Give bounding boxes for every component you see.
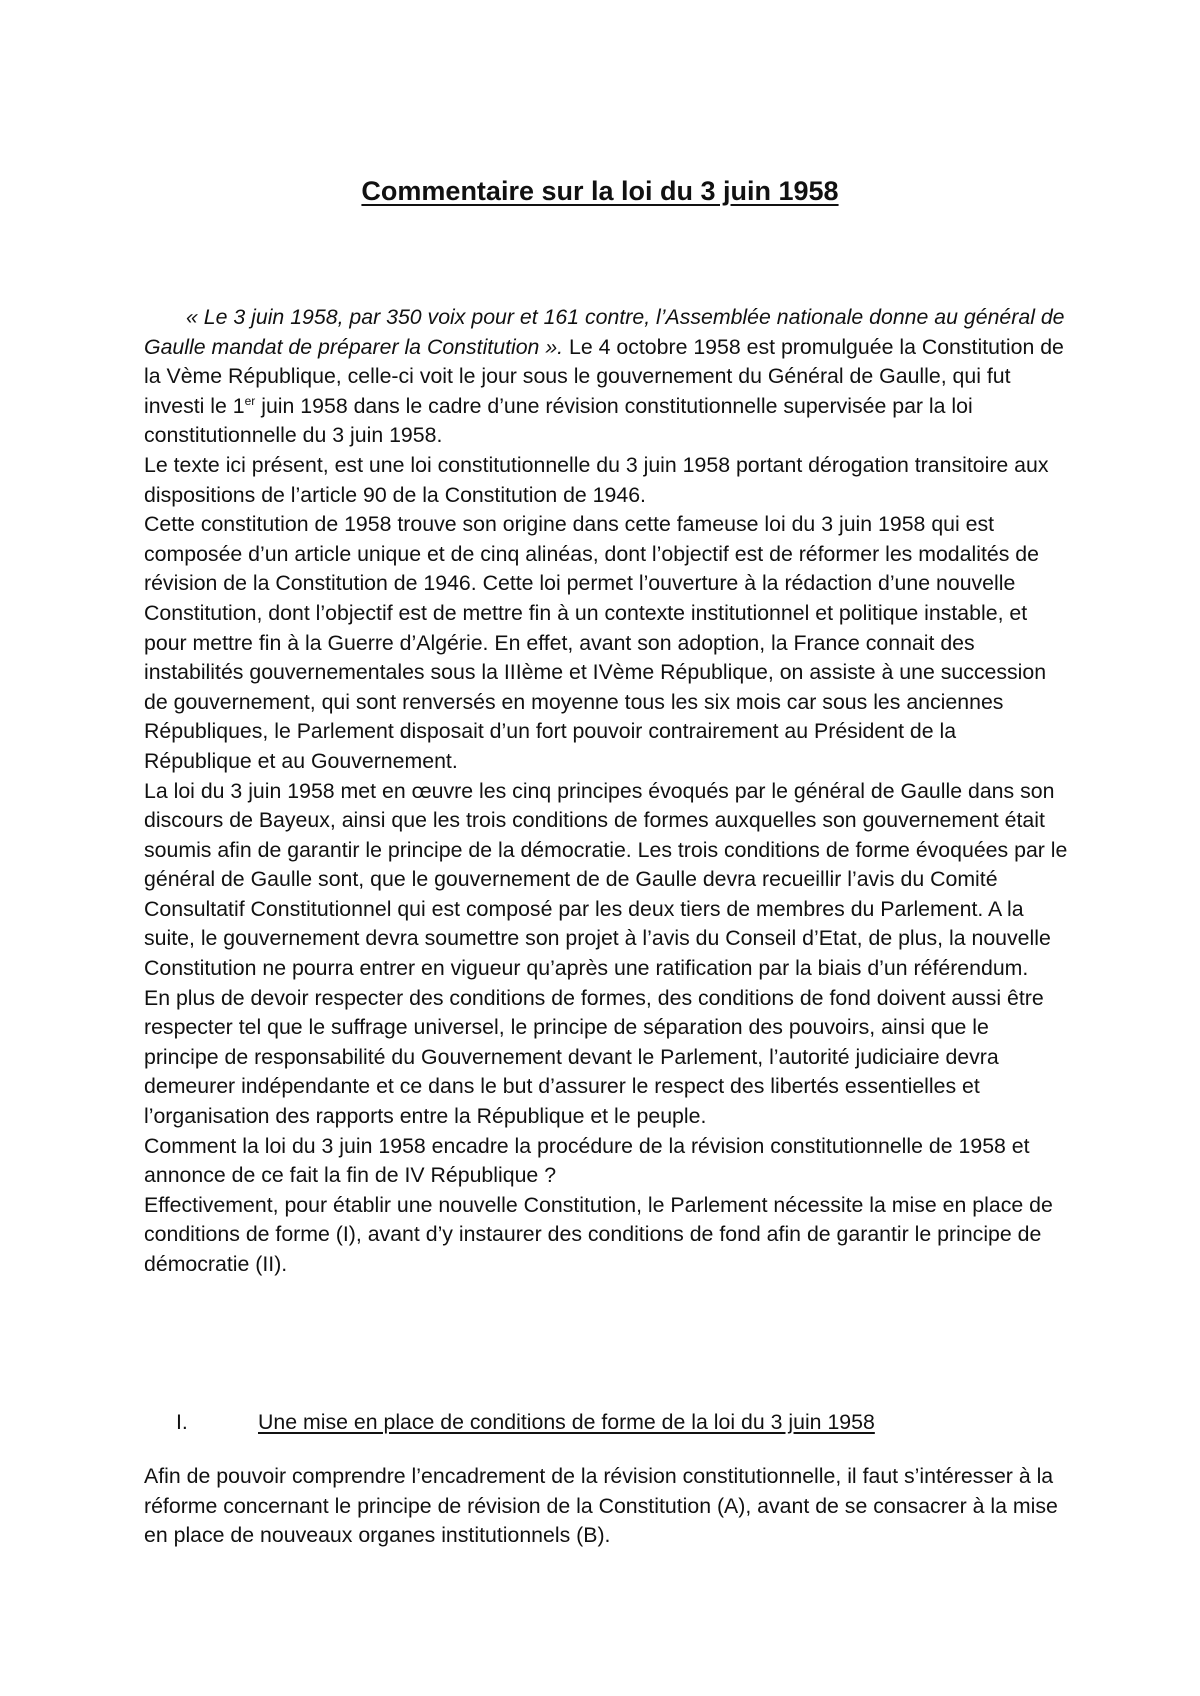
- paragraph: Le texte ici présent, est une loi constitutionnelle du 3 juin 1958 portant dérogation transitoire aux dispositions de l’article 90 de la Constitution de 1946.: [144, 452, 1049, 507]
- section-number: I.: [176, 1410, 188, 1434]
- intro-text: Le 4 octobre 1958 est promulguée la Constitution de la Vème République, celle-ci voit le jour sous le gouvernement du Général de Gaulle, qui fut investi le 1: [144, 334, 1064, 418]
- paragraph: Cette constitution de 1958 trouve son origine dans cette fameuse loi du 3 juin 1958 qui est composée d’un article unique et de cinq alinéas, dont l’objectif est de réformer les modalités de révision de la Constitution de 1946. Cette loi permet l’ouverture à la rédaction d’une nouvelle Constitution, dont l’objectif est de mettre fin à un contexte institutionnel et politique instable, et pour mettre fin à la Guerre d’Algérie. En effet, avant son adoption, la France connait des instabilités gouvernementales sous la IIIème et IVème République, on assiste à une succession de gouvernement, qui sont renversés en moyenne tous les six mois car sous les anciennes Républiques, le Parlement disposait d’un fort pouvoir contrairement au Président de la République et au Gouvernement.: [144, 512, 1047, 773]
- paragraph: En plus de devoir respecter des conditions de formes, des conditions de fond doivent aussi être respecter tel que le suffrage universel, le principe de séparation des pouvoirs, ainsi que le principe de responsabilité du Gouvernement devant le Parlement, l’autorité judiciaire devra demeurer indépendante et ce dans le but d’assurer le respect des libertés essentielles et l’organisation des rapports entre la République et le peuple.: [144, 985, 1044, 1129]
- intro-paragraph: [144, 303, 1069, 451]
- plan-announcement: Effectivement, pour établir une nouvelle Constitution, le Parlement nécessite la mise en place de conditions de forme (I), avant d’y instaurer des conditions de fond afin de garantir le principe de démocratie (II).: [144, 1192, 1053, 1276]
- paragraph: La loi du 3 juin 1958 met en œuvre les cinq principes évoqués par le général de Gaulle dans son discours de Bayeux, ainsi que les trois conditions de formes auxquelles son gouvernement était soumis afin de garantir le principe de la démocratie. Les trois conditions de forme évoquées par le général de Gaulle sont, que le gouvernement de de Gaulle devra recueillir l’avis du Comité Consultatif Constitutionnel qui est composé par les deux tiers de membres du Parlement. A la suite, le gouvernement devra soumettre son projet à l’avis du Conseil d’Etat, de plus, la nouvelle Constitution ne pourra entrer en vigueur qu’après une ratification par la biais d’un référendum.: [144, 778, 1068, 981]
- document-title: Commentaire sur la loi du 3 juin 1958: [361, 176, 839, 206]
- section-paragraph: Afin de pouvoir comprendre l’encadrement de la révision constitutionnelle, il faut s’intéresser à la réforme concernant le principe de révision de la Constitution (A), avant de se consacrer à la mise en place de nouveaux organes institutionnels (B).: [144, 1464, 1058, 1548]
- intro-text-end: juin 1958 dans le cadre d’une révision constitutionnelle supervisée par la loi constitutionnelle du 3 juin 1958.: [144, 393, 973, 448]
- problem-statement: Comment la loi du 3 juin 1958 encadre la procédure de la révision constitutionnelle de 1958 et annonce de ce fait la fin de IV République ?: [144, 1133, 1030, 1188]
- ordinal-superscript: er: [244, 393, 256, 408]
- section-intro: [144, 1462, 1069, 1551]
- opening-quote: « Le 3 juin 1958, par 350 voix pour et 161 contre, l’Assemblée nationale donne au général de Gaulle mandat de préparer la Constitution ».: [144, 305, 1065, 359]
- section-title: Une mise en place de conditions de forme de la loi du 3 juin 1958: [258, 1410, 875, 1434]
- document-body: [144, 303, 1069, 1280]
